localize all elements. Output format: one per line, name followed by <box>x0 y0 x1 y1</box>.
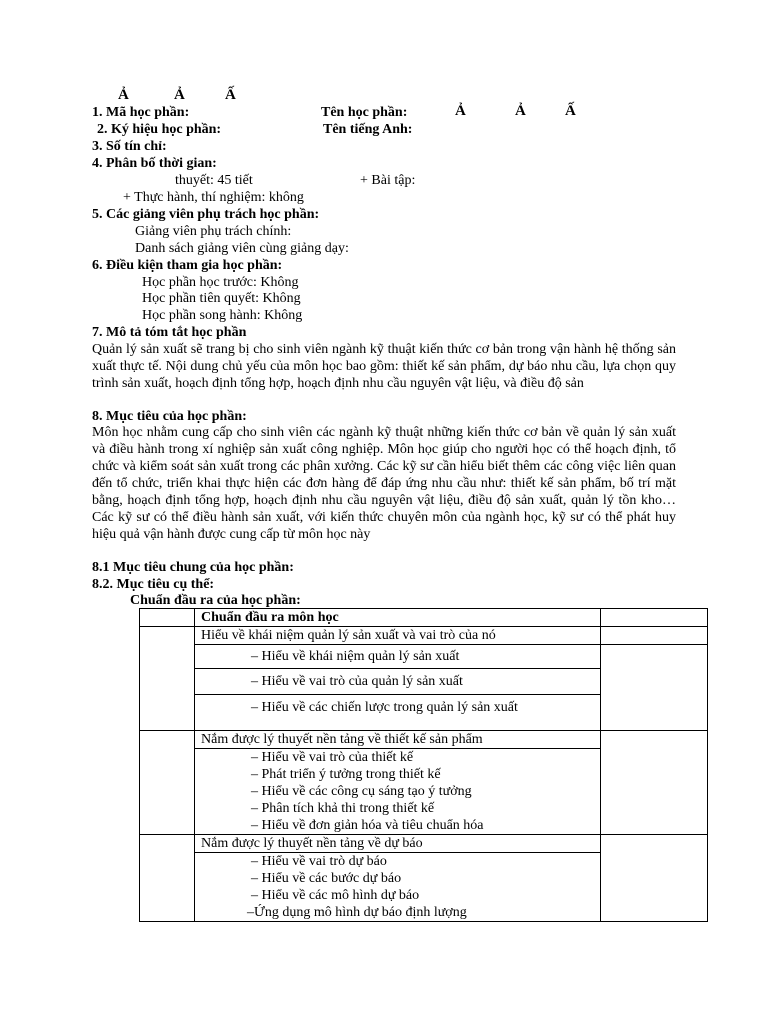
header-glyph-3: Ấ <box>225 87 236 103</box>
table-cell <box>140 627 195 731</box>
table-row <box>140 731 708 749</box>
list-item: – Hiểu về khái niệm quản lý sản xuất <box>251 649 460 664</box>
theory-hours: thuyết: 45 tiết <box>175 173 253 188</box>
header-glyph-2: Ả <box>174 87 185 103</box>
course-name-glyph-3: Ấ <box>565 103 576 119</box>
list-item: – Phân tích khả thi trong thiết kế <box>251 801 435 816</box>
table-row <box>140 645 708 731</box>
summary-text: Quản lý sản xuất sẽ trang bị cho sinh viên ngành kỹ thuật kiến thức cơ bản trong vận hành hệ thống sản xuất thực tế. Nội dung chủ yếu của môn học bao gồm: thiết kế sản phẩm, dự báo nhu cầu, lựa chọn quy trình sản xuất, hoạch định tổng hợp, hoạch định nhu cầu nguyên vật liệu, và điều độ sản <box>92 342 676 391</box>
table-cell <box>140 609 195 627</box>
list-item: – Hiểu về các bước dự báo <box>251 871 402 886</box>
table-header: Chuẩn đầu ra môn học <box>195 609 601 627</box>
outcomes-table <box>139 608 708 922</box>
table-cell <box>140 835 195 922</box>
table-cell <box>601 627 708 645</box>
list-item: – Hiểu về vai trò dự báo <box>251 854 387 869</box>
time-allocation-label: 4. Phân bố thời gian: <box>92 156 217 171</box>
list-item: – Hiểu về vai trò của quản lý sản xuất <box>251 674 463 689</box>
course-name-glyph-2: Ả <box>515 103 526 119</box>
list-item: – Phát triển ý tưởng trong thiết kế <box>251 767 441 782</box>
group-title: Nắm được lý thuyết nền tảng về dự báo <box>195 835 601 853</box>
list-item: – Hiểu về các chiến lược trong quản lý sản xuất <box>251 700 518 715</box>
table-cell <box>195 749 601 835</box>
group-title: Nắm được lý thuyết nền tảng về thiết kế sản phẩm <box>195 731 601 749</box>
credits-label: 3. Số tín chỉ: <box>92 139 167 154</box>
table-cell <box>140 731 195 835</box>
lecturers-label: 5. Các giảng viên phụ trách học phần: <box>92 207 320 222</box>
exercise-hours: + Bài tập: <box>360 173 416 188</box>
table-cell <box>601 645 708 731</box>
course-name-label: Tên học phần: <box>321 105 408 120</box>
prior-course: Học phần học trước: Không <box>142 275 299 290</box>
table-cell <box>601 731 708 835</box>
table-row <box>140 835 708 853</box>
list-item: – Hiểu về đơn giản hóa và tiêu chuẩn hóa <box>251 818 484 833</box>
main-lecturer: Giảng viên phụ trách chính: <box>135 224 292 239</box>
specific-objectives-label: 8.2. Mục tiêu cụ thể: <box>92 577 215 592</box>
summary-label: 7. Mô tả tóm tắt học phần <box>92 325 247 340</box>
header-glyph-1: Ả <box>118 87 129 103</box>
course-symbol-label: 2. Ký hiệu học phần: <box>97 122 222 137</box>
table-cell <box>601 835 708 922</box>
objectives-text: Môn học nhằm cung cấp cho sinh viên các ngành kỹ thuật những kiến thức cơ bản về quản lý sản xuất và điều hành trong xí nghiệp sản xuất công nghiệp. Môn học giúp cho người học có thể hoạch định, tổ chức và kiểm soát sản xuất trong các phân xưởng. Các kỹ sư cần hiểu biết thêm các công việc liên quan đến tổ chức, triển khai thực hiện các đơn hàng để đáp ứng nhu cầu như: thiết kế sản phẩm, bố trí mặt bằng, hoạch định tổng hợp, hoạch định nhu cầu nguyên vật liệu, điều độ sản xuất, quản lý tồn kho… Các kỹ sư có thể điều hành sản xuất, với kiến thức chuyên môn của ngành học, kỹ sư có thể phát huy hiệu quả vận hành được cung cấp từ môn học này <box>92 425 676 542</box>
table-header-row <box>140 609 708 627</box>
objectives-label: 8. Mục tiêu của học phần: <box>92 409 247 424</box>
list-item: – Hiểu về các công cụ sáng tạo ý tưởng <box>251 784 472 799</box>
practice-hours: + Thực hành, thí nghiệm: không <box>123 190 304 205</box>
list-item: –Ứng dụng mô hình dự báo định lượng <box>247 905 467 920</box>
list-item: – Hiểu về vai trò của thiết kế <box>251 750 414 765</box>
prerequisite-course: Học phần tiên quyết: Không <box>142 291 301 306</box>
english-name-label: Tên tiếng Anh: <box>323 122 413 137</box>
table-cell <box>195 645 601 731</box>
conditions-label: 6. Điều kiện tham gia học phần: <box>92 258 283 273</box>
co-lecturers: Danh sách giảng viên cùng giảng dạy: <box>135 241 349 256</box>
group-title: Hiểu về khái niệm quản lý sản xuất và vai trò của nó <box>195 627 601 645</box>
course-name-glyph-1: Ả <box>455 103 466 119</box>
general-objectives-label: 8.1 Mục tiêu chung của học phần: <box>92 560 294 575</box>
course-code-label: 1. Mã học phần: <box>92 105 190 120</box>
table-row <box>140 627 708 645</box>
table-cell <box>601 609 708 627</box>
parallel-course: Học phần song hành: Không <box>142 308 303 323</box>
list-item: – Hiểu về các mô hình dự báo <box>251 888 420 903</box>
table-cell <box>195 853 601 922</box>
outcomes-title: Chuẩn đầu ra của học phần: <box>130 593 301 608</box>
